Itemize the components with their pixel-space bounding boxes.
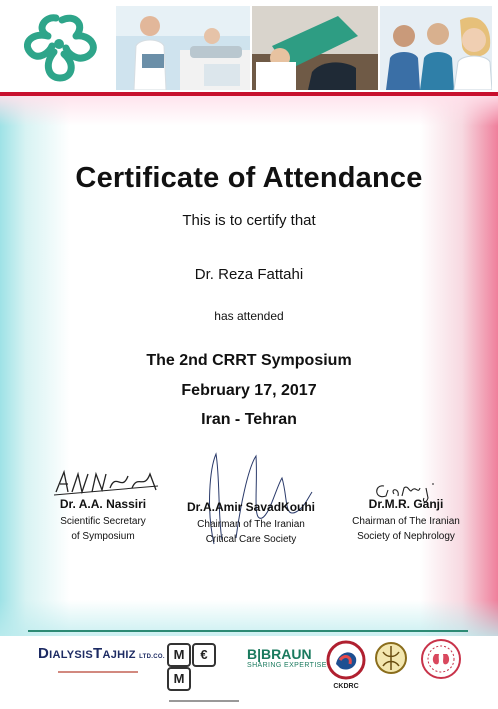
nephrology-society-seal-icon: [420, 638, 462, 680]
certificate-title: Certificate of Attendance: [75, 162, 423, 194]
dialysis-persian-tagline-icon: [38, 669, 148, 675]
ckdrc-emblem-icon: [326, 640, 366, 680]
brand-word: AJHIZ: [102, 649, 136, 661]
panel-top-fade: [0, 96, 498, 126]
recipient-name: Dr. Reza Fattahi: [194, 266, 304, 283]
signatory-ganji: [336, 497, 476, 544]
brand-suffix: LTD.CO.: [139, 654, 165, 660]
handshake-photo: [252, 6, 378, 90]
attended-line: has attended: [214, 309, 284, 323]
ckdrc-logo: [326, 640, 366, 692]
signature-nassiri: [52, 462, 162, 498]
dialysis-brand-text: [38, 645, 165, 662]
signatory-name: Dr.M.R. Ganji: [368, 497, 444, 511]
signatory-role-line: Society of Nephrology: [357, 531, 455, 542]
signatory-name: Dr. A.A. Nassiri: [59, 497, 147, 511]
brand-letter: T: [93, 645, 103, 662]
dialysis-tajhiz-logo: [38, 645, 165, 677]
brand-word: IALYSIS: [49, 649, 94, 661]
brand-letter: D: [38, 645, 50, 662]
signatory-role-line: Chairman of The Iranian: [352, 516, 460, 527]
signatory-role: [38, 514, 168, 544]
signatory-role-line: of Symposium: [71, 531, 135, 542]
mem-letter: M: [167, 667, 191, 691]
bbraun-tagline: SHARING EXPERTISE: [247, 662, 327, 669]
signatory-nassiri: [38, 497, 168, 544]
signatory-role-line: Scientific Secretary: [60, 516, 146, 527]
mem-persian-tagline-icon: [167, 698, 241, 704]
certify-line: This is to certify that: [182, 212, 316, 229]
footer-divider: [28, 630, 468, 632]
mem-letter: M: [167, 643, 191, 667]
certificate-header: [0, 0, 498, 95]
bbraun-name: B|BRAUN: [247, 646, 312, 662]
mem-letter: €: [192, 643, 216, 667]
society-seal-icon: [374, 640, 408, 676]
signatory-role: [336, 514, 476, 544]
doctor-patient-photo: [116, 6, 250, 90]
signatory-role-line: Chairman of The Iranian: [197, 519, 305, 530]
bbraun-logo: [247, 646, 325, 669]
ckdrc-label: CKDRC: [333, 683, 359, 690]
signatory-role: [176, 517, 326, 547]
signatory-savadkouhi: [176, 500, 326, 547]
symposium-logo: [14, 8, 104, 88]
medical-team-photo: [380, 6, 492, 90]
signatory-name: Dr.A.Amir SavadKouhi: [186, 500, 316, 514]
event-name: The 2nd CRRT Symposium: [146, 352, 352, 369]
event-date: February 17, 2017: [181, 382, 317, 399]
signatory-role-line: Critical Care Society: [205, 534, 297, 545]
mem-logo: [167, 643, 241, 686]
event-location: Iran - Tehran: [201, 411, 297, 428]
